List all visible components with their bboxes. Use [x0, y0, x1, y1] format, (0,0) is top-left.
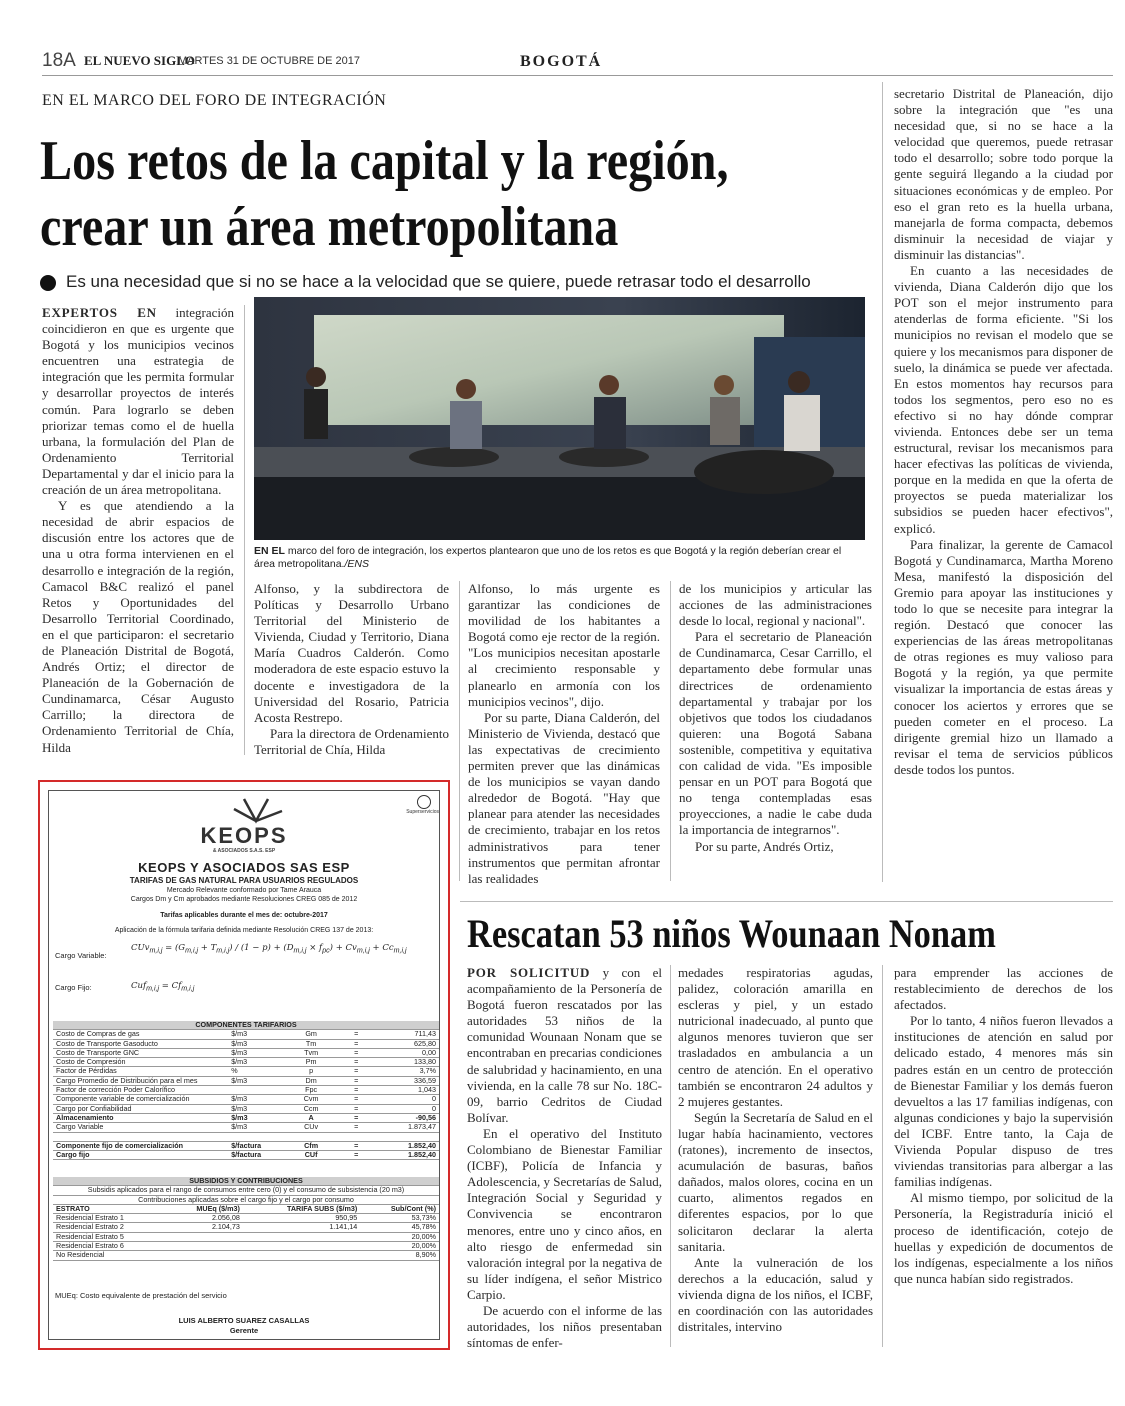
component-equals: =: [339, 1151, 374, 1160]
component-unit: $/factura: [228, 1151, 283, 1160]
paragraph: Por lo tanto, 4 niños fueron llevados a instituciones de atención en salud por delicado estado, 4 menores más sin padres están en un centro de protección de Bienestar Familiar y los demás fueron devueltos a las 17 familias indígenas, con algunas condiciones y bajo la supervisión del ICBF. Entre tanto, la Caja de Vivienda Popular dispuso de tres viviendas transitorias para albergar a las familias indígenas.: [894, 1013, 1113, 1190]
component-name: Cargo por Confiabilidad: [53, 1104, 228, 1113]
paragraph: Por su parte, Diana Calderón, del Ministerio de Vivienda, destacó que las expectativas de crecimiento permiten prever que las dinámicas de los municipios se vayan dando alrededor de Bogotá. "Hay que planear para atender las necesidades de crecimiento, trabajar en los retos administrativos para tener instrumentos que permitan afrontar las realidades: [468, 709, 660, 886]
component-row: [53, 1039, 439, 1048]
superservicios-icon: [417, 795, 431, 809]
subsidy-cell: 1.141,14: [243, 1223, 360, 1232]
subsidies-table: [53, 1177, 439, 1261]
component-name: Cargo Variable: [53, 1123, 228, 1132]
component-value: 625,80: [374, 1039, 439, 1048]
ad-line: Aplicación de la fórmula tarifaria definida mediante Resolución CREG 137 de 2013:: [114, 927, 374, 934]
article2-headline: Rescatan 53 niños Wounaan Nonam: [467, 911, 996, 956]
article-column-1: [42, 305, 234, 756]
component-symbol: CUv: [284, 1123, 339, 1132]
component-name: [53, 1132, 228, 1141]
component-row: [53, 1123, 439, 1132]
subsidy-cell: [243, 1232, 360, 1241]
column-divider: [244, 305, 245, 755]
component-value: 1,043: [374, 1086, 439, 1095]
subsidy-cell: 45,78%: [360, 1223, 439, 1232]
component-name: Costo de Transporte Gasoducto: [53, 1039, 228, 1048]
headline-line-1: Los retos de la capital y la región,: [40, 130, 729, 192]
subsidy-row: [53, 1242, 439, 1251]
subsidy-row: [53, 1223, 439, 1232]
caption-text: marco del foro de integración, los expertos plantearon que uno de los retos es que Bogotá y la región deberían crear el área metropolitana.: [254, 545, 842, 570]
paragraph: En el operativo del Instituto Colombiano de Bienestar Familiar (ICBF), Policía de Infancia y Adolescencia, y Secretarías de Salud, Integración Social y Seguridad y Convivencia se encontraron menores, entre uno y cinco años, en alto riesgo de enfermedad sin valoración integral por la negativa de su líder indígena, el señor Mistrico Carpio.: [467, 1125, 662, 1302]
component-equals: =: [339, 1141, 374, 1150]
paragraph: integración coincidieron en que es urgente que Bogotá y los municipios vecinos encuentren una estrategia de integración que les permita formular y desarrollar proyectos de interés común. Para lograrlo se deben priorizar temas como el de huella urbana, la formulación del Plan de Ordenamiento Territorial Departamental y dar el inicio para la creación de un área metropolitana.: [42, 305, 234, 498]
column-divider: [459, 581, 460, 881]
paragraph: Para el secretario de Planeación de Cundinamarca, Cesar Carrillo, el departamento debe formular unas directrices de ordenamiento departamental y trabajar por los objetivos que todos los ciudadanos quieren: una Bogotá Sabana sostenible, competitiva y equitativa con calidad de vida. "Es imposible pensar en un POT para Bogotá que no tenga contempladas esas proyecciones, a nadie le cabe duda la importancia de integrarnos".: [679, 629, 872, 838]
component-equals: =: [339, 1048, 374, 1057]
paragraph: Alfonso, lo más urgente es garantizar las condiciones de movilidad de los habitantes a Bogotá como eje rector de la región. "Los municipios necesitan apostarle al crecimiento responsable y planearlo en armonía con los municipios vecinos", dijo.: [468, 581, 660, 709]
component-unit: $/m3: [228, 1113, 283, 1122]
column-header: Sub/Cont (%): [360, 1204, 439, 1213]
component-symbol: Tm: [284, 1039, 339, 1048]
ad-logo-text: KEOPS: [200, 823, 288, 848]
subsidy-cell: [243, 1251, 360, 1260]
subsidies-title: SUBSIDIOS Y CONTRIBUCIONES: [53, 1177, 439, 1186]
regulator-name: Superservicios: [406, 809, 439, 815]
component-symbol: Dm: [284, 1076, 339, 1085]
component-unit: $/m3: [228, 1104, 283, 1113]
article2-column-2: [678, 965, 873, 1335]
subsidy-cell: 8,90%: [360, 1251, 439, 1260]
subsidy-cell: 2.056,08: [167, 1214, 243, 1223]
keops-tariff-ad: [38, 780, 450, 1350]
caption-credit: /ENS: [344, 558, 369, 570]
article-column-4: [679, 581, 872, 855]
component-name: Factor de corrección Poder Calorífico: [53, 1086, 228, 1095]
subsidy-cell: [243, 1242, 360, 1251]
component-equals: =: [339, 1039, 374, 1048]
component-name: Costo de Compresión: [53, 1058, 228, 1067]
caption-lead: EN EL: [254, 545, 285, 557]
publication-date: MARTES 31 DE OCTUBRE DE 2017: [178, 55, 360, 67]
ad-line: Mercado Relevante conformado por Tame Arauca: [166, 887, 322, 894]
paragraph: Para finalizar, la gerente de Camacol Bogotá y Cundinamarca, Martha Moreno Mesa, manifestó la disposición del Gremio para apoyar las instituciones y todo lo que se necesite para integrar la región. Destacó que conocer las experiencias de las áreas metropolitanas de otras regiones es muy valioso para Bogotá y la región, ya que permite visualizar la importancia de estas áreas y conocer los aciertos y errores que se pueden cometer en el proceso. La dirigente gremial hizo un llamado a revisar el tema de servicios públicos desde todos los puntos.: [894, 536, 1113, 777]
paragraph: para emprender las acciones de restablecimiento de derechos de los afectados.: [894, 965, 1113, 1013]
paragraph: Para la directora de Ordenamiento Territorial de Chía, Hilda: [254, 725, 449, 757]
component-row: [53, 1030, 439, 1039]
column-divider: [670, 581, 671, 881]
paragraph: Y es que atendiendo a la necesidad de abrir espacios de discusión entre los actores que de una u otra forma intervienen en el desarrollo e integración de la región, Camacol B&C realizó el panel Retos y Oportunidades del Desarrollo Territorial Coordinado, en el que participaron: el secretario de Planeación Distrital de Bogotá, Andrés Ortiz; el director de Planeación de la Gobernación de Cundinamarca, César Augusto Carrillo; la directora de Ordenamiento Territorial de Chía, Hilda: [42, 498, 234, 755]
component-value: 1.852,40: [374, 1151, 439, 1160]
column-divider: [882, 82, 883, 882]
component-value: -90,56: [374, 1113, 439, 1122]
component-unit: %: [228, 1067, 283, 1076]
subsidy-cell: 20,00%: [360, 1242, 439, 1251]
headline-line-2: crear un área metropolitana: [40, 196, 619, 258]
ad-line: Cargos Dm y Cm aprobados mediante Resoluciones CREG 085 de 2012: [130, 896, 358, 903]
header-rule: [42, 75, 1113, 76]
component-value: 0,00: [374, 1048, 439, 1057]
components-title: COMPONENTES TARIFARIOS: [53, 1021, 439, 1030]
component-name: Costo de Transporte GNC: [53, 1048, 228, 1057]
component-value: 0: [374, 1095, 439, 1104]
signer-name: LUIS ALBERTO SUAREZ CASALLAS: [178, 1316, 310, 1325]
component-symbol: p: [284, 1067, 339, 1076]
component-name: Costo de Compras de gas: [53, 1030, 228, 1039]
article2-column-1: [467, 965, 662, 1351]
column-divider: [670, 965, 671, 1347]
component-value: 3,7%: [374, 1067, 439, 1076]
article-kicker: EN EL MARCO DEL FORO DE INTEGRACIÓN: [42, 92, 387, 109]
components-table: [53, 1021, 439, 1160]
component-unit: $/factura: [228, 1141, 283, 1150]
component-name: Componente fijo de comercialización: [53, 1141, 228, 1150]
component-equals: =: [339, 1086, 374, 1095]
component-symbol: Tvm: [284, 1048, 339, 1057]
component-row: [53, 1132, 439, 1141]
subsidies-note: Subsidis aplicados para el rango de consumos entre cero (0) y el consumo de subsistencia (20 m3): [53, 1186, 439, 1195]
subsidy-cell: Residencial Estrato 5: [53, 1232, 167, 1241]
subsidy-cell: Residencial Estrato 2: [53, 1223, 167, 1232]
component-value: 0: [374, 1104, 439, 1113]
article-subhead: Es una necesidad que si no se hace a la velocidad que se quiere, puede retrasar todo el desarrollo: [66, 272, 811, 291]
paragraph: Ante la vulneración de los derechos a la educación, salud y vivienda digna de los niños, el ICBF, en coordinación con las autoridades distritales, intervino: [678, 1254, 873, 1335]
paragraph: De acuerdo con el informe de las autoridades, los niños presentaban síntomas de enfer-: [467, 1302, 662, 1351]
section-name: BOGOTÁ: [520, 53, 603, 70]
masthead: EL NUEVO SIGLO: [84, 53, 195, 68]
lead-in: EXPERTOS EN: [42, 305, 157, 320]
article-column-5: [894, 86, 1113, 778]
subsidy-cell: Residencial Estrato 1: [53, 1214, 167, 1223]
page-number: 18A: [42, 50, 76, 71]
ad-footnote: MUEq: Costo equivalente de prestación del servicio: [55, 1291, 227, 1300]
component-unit: $/m3: [228, 1039, 283, 1048]
signer-title: Gerente: [229, 1326, 259, 1335]
component-equals: =: [339, 1067, 374, 1076]
component-unit: [228, 1132, 283, 1141]
subsidy-cell: [167, 1242, 243, 1251]
component-unit: $/m3: [228, 1048, 283, 1057]
component-value: [374, 1132, 439, 1141]
component-symbol: Fpc: [284, 1086, 339, 1095]
photo-illustration: [254, 297, 865, 540]
component-symbol: [284, 1132, 339, 1141]
subsidies-note: Contribuciones aplicadas sobre el cargo fijo y el cargo por consumo: [53, 1195, 439, 1204]
component-equals: =: [339, 1058, 374, 1067]
ad-company-name: KEOPS Y ASOCIADOS SAS ESP: [138, 860, 350, 875]
paragraph: En cuanto a las necesidades de vivienda, Diana Calderón dijo que los POT son el mejor instrumento para atenderlas de forma eficiente. "Si los municipios no revisan el modelo que se quiere y los mecanismos para disponer de suelo, la dinámica se puede ver afectada. En estos momentos hay recursos para todos los segmentos, pero eso no es efectivo si no hay dónde comprar vivienda. Entonces debe ser un tema estructural, revisar los mecanismos para hacer efectivas las políticas de vivienda, porque en la medida en que la oferta de proyectos se pueda materializar los subsidios se pueden hacer efectivos", explicó.: [894, 263, 1113, 536]
ad-frame: [48, 790, 440, 1340]
component-unit: $/m3: [228, 1123, 283, 1132]
ad-logo-subtext: & ASOCIADOS S.A.S. ESP: [212, 848, 276, 854]
component-symbol: A: [284, 1113, 339, 1122]
component-row: [53, 1067, 439, 1076]
cargo-variable-formula: $CUv_{m,i,j} = (G_{m,i,j} + T_{m,i,j}) / (1 - p) + (D_{m,i,j} \times f_{pc}) + Cv_{m,i,j} + Cc_{m,i,j}$: [131, 943, 407, 955]
subsidy-cell: [167, 1232, 243, 1241]
subsidy-cell: No Residencial: [53, 1251, 167, 1260]
subsidy-row: [53, 1251, 439, 1260]
paragraph: de los municipios y articular las acciones de las administraciones desde lo local, regional y nacional".: [679, 581, 872, 629]
lead-in: POR SOLICITUD: [467, 965, 591, 980]
paragraph: Por su parte, Andrés Ortiz,: [695, 838, 834, 854]
cargo-variable-label: Cargo Variable:: [55, 951, 107, 960]
paragraph: medades respiratorias agudas, palidez, coloración amarilla en escleras y piel, y un estado nutricional inadecuado, al punto que algunos menores tuvieron que ser trasladados en ambulancia a un centro de atención. En el operativo también se encontraron 24 adultos y 2 mujeres gestantes.: [678, 965, 873, 1109]
component-unit: $/m3: [228, 1058, 283, 1067]
component-unit: $/m3: [228, 1095, 283, 1104]
bullet-icon: [40, 275, 56, 291]
subsidy-cell: 53,73%: [360, 1214, 439, 1223]
component-equals: [339, 1132, 374, 1141]
component-row: [53, 1151, 439, 1160]
column-header: MUEq ($/m3): [167, 1204, 243, 1213]
component-symbol: CUf: [284, 1151, 339, 1160]
component-symbol: Gm: [284, 1030, 339, 1039]
column-divider: [882, 965, 883, 1347]
cargo-fijo-formula: $Cuf_{m,i,j} = Cf_{m,i,j}$: [131, 981, 195, 993]
component-value: 1.873,47: [374, 1123, 439, 1132]
component-value: 1.852,40: [374, 1141, 439, 1150]
component-unit: $/m3: [228, 1030, 283, 1039]
component-row: [53, 1095, 439, 1104]
component-equals: =: [339, 1095, 374, 1104]
ad-line: Tarifas aplicables durante el mes de: octubre-2017: [160, 912, 328, 919]
ad-line: TARIFAS DE GAS NATURAL PARA USUARIOS REGULADOS: [129, 876, 359, 885]
component-name: Cargo fijo: [53, 1151, 228, 1160]
photo-caption: [254, 545, 865, 571]
component-name: Cargo Promedio de Distribución para el mes: [53, 1076, 228, 1085]
component-name: Factor de Pérdidas: [53, 1067, 228, 1076]
article-headline: [40, 128, 762, 260]
article-column-2: [254, 581, 449, 758]
component-symbol: Cfm: [284, 1141, 339, 1150]
cargo-fijo-label: Cargo Fijo:: [55, 983, 92, 992]
article-column-3: [468, 581, 660, 887]
subsidy-cell: 2.104,73: [167, 1223, 243, 1232]
article-separator: [460, 901, 1113, 902]
paragraph: Al mismo tiempo, por solicitud de la Personería, la Registraduría inició el proceso de identificación, cotejo de huellas y expedición de documentos de los indígenas, especialmente a los niños que nunca habían sido registrados.: [894, 1190, 1113, 1286]
article2-column-3: [894, 965, 1113, 1287]
component-equals: =: [339, 1123, 374, 1132]
paragraph: y con el acompañamiento de la Personería de Bogotá fueron rescatados por las autoridades 53 niños de la comunidad Wounaan Nonam que se encontraban en precarias condiciones de salubridad y hacinamiento, en una vivienda, en la calle 78 sur No. 18C-09, barrio Cedritos de Ciudad Bolívar.: [467, 965, 663, 1125]
forum-photo: [254, 297, 865, 540]
component-unit: $/m3: [228, 1076, 283, 1085]
component-name: Componente variable de comercialización: [53, 1095, 228, 1104]
component-equals: =: [339, 1076, 374, 1085]
component-symbol: Ccm: [284, 1104, 339, 1113]
component-value: 133,80: [374, 1058, 439, 1067]
subsidy-cell: 20,00%: [360, 1232, 439, 1241]
column-header: ESTRATO: [53, 1204, 167, 1213]
component-value: 336,59: [374, 1076, 439, 1085]
paragraph: Alfonso, y la subdirectora de Políticas y Desarrollo Urbano Territorial del Ministerio de Vivienda, Ciudad y Territorio, Diana María Cuadros Calderón. Como moderadora de este espacio estuvo la docente e investigadora de la Universidad del Rosario, Patricia Acosta Restrepo.: [254, 581, 449, 725]
subsidy-cell: 950,95: [243, 1214, 360, 1223]
paragraph: Según la Secretaría de Salud en el lugar había hacinamiento, vectores (ratones), incremento de insectos, acumulación de basuras, baños dañados, malos olores, cocina en un cuarto, alimentos regados en diferentes espacios, por lo que solicitaron declarar la alerta sanitaria.: [678, 1109, 873, 1254]
component-equals: =: [339, 1030, 374, 1039]
component-name: Almacenamiento: [53, 1113, 228, 1122]
subsidy-cell: [167, 1251, 243, 1260]
subsidy-cell: Residencial Estrato 6: [53, 1242, 167, 1251]
column-header: TARIFA SUBS ($/m3): [243, 1204, 360, 1213]
paragraph: secretario Distrital de Planeación, dijo sobre la integración que "es una necesidad que, si no se hace a la velocidad que queremos, puede retrasar todo el desarrollo; sobre todo porque la gente seguirá llegando a la ciudad por situaciones económicas y de empleo. Por eso el gran reto es la huella urbana, manejarla de forma compacta, debemos disminuir la necesidad de viajar y disminuir las distancias".: [894, 86, 1113, 262]
component-value: 711,43: [374, 1030, 439, 1039]
component-symbol: Cvm: [284, 1095, 339, 1104]
component-equals: =: [339, 1104, 374, 1113]
component-symbol: Pm: [284, 1058, 339, 1067]
component-equals: =: [339, 1113, 374, 1122]
